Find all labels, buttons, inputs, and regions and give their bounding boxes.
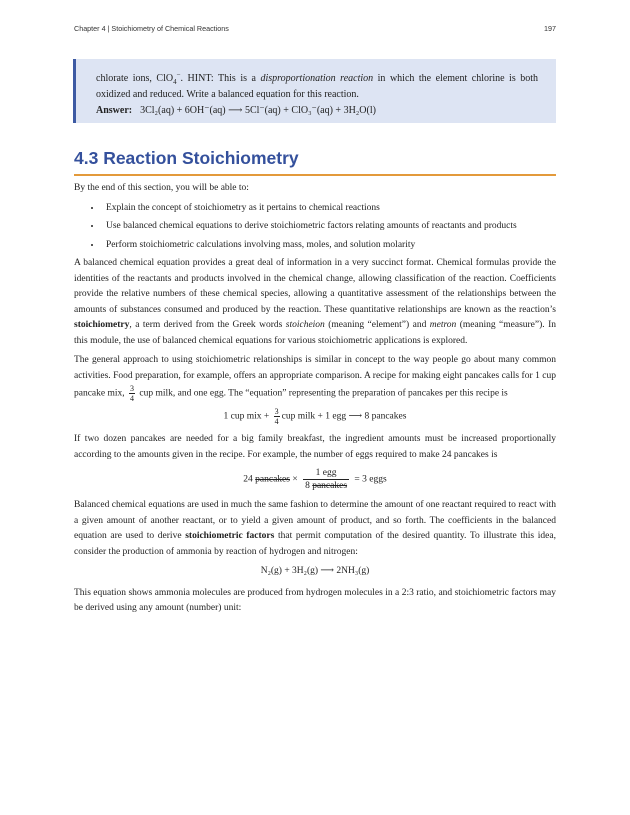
paragraph-4: Balanced chemical equations are used in much the same fashion to determine the amount of one reactant required to react with a given amount of another reactant, or to yield a given amount of product, and so forth. The coefficients in the balanced equation are used to derive stoichiometric factors that permit computation of the desired quantity. To illustrate this idea, consider the production of ammonia by reaction of hydrogen and nitrogen:: [74, 500, 556, 557]
section-body: [74, 181, 556, 621]
list-item: • Use balanced chemical equations to derive stoichiometric factors relating amounts of reactants and products: [102, 219, 556, 235]
paragraph-1: A balanced chemical equation provides a great deal of information in a very succinct format. Chemical formulas provide the identities of the reactants and products involved in the chemical change, allowing classification of the reaction. Coefficients provide the relative numbers of these chemical species, allowing a quantitative assessment of the relationships between the amounts of substances consumed and produced by the reaction. These quantitative relationships are known as the reaction’s stoichiometry, a term derived from the Greek words stoicheion (meaning “element”) and metron (meaning “measure”). In this module, the use of balanced chemical equations for various stoichiometric applications is explored.: [74, 258, 556, 346]
paragraph-3: If two dozen pancakes are needed for a big family breakfast, the ingredient amounts must be increased proportionally according to the amounts given in the recipe. For example, the number of eggs required to make 24 pancakes is: [74, 434, 556, 460]
answer-line: [96, 103, 538, 119]
answer-label: Answer:: [96, 105, 133, 116]
chapter-title: Chapter 4 | Stoichiometry of Chemical Reactions: [74, 24, 229, 33]
paragraph-5: This equation shows ammonia molecules are produced from hydrogen molecules in a 2:3 ratio, and stoichiometric factors may be derived using any amount (number) unit:: [74, 587, 556, 613]
callout-text: chlorate ions, ClO$_4$−. HINT: This is a disproportionation reaction in which the element chlorine is both oxidized and reduced. Write a balanced equation for this reaction.: [96, 70, 539, 100]
egg-equation: 24 pancakes × $\frac{\text{1 egg}}{\text{8 pancakes}}$ = 3 eggs: [243, 468, 387, 491]
ammonia-equation: N₂(g) + 3H₂(g) ⟶ 2NH₃(g): [260, 566, 370, 576]
list-item: • Explain the concept of stoichiometry as it pertains to chemical reactions: [102, 201, 556, 217]
objectives-list: [74, 201, 556, 254]
page-header: [74, 24, 556, 38]
list-item: • Perform stoichiometric calculations involving mass, moles, and solution molarity: [102, 238, 556, 254]
answer-equation: 3Cl₂(aq) + 6OH⁻(aq) ⟶ 5Cl⁻(aq) + ClO₃⁻(aq) + 3H₂O(l): [140, 105, 376, 116]
exercise-callout: [73, 59, 556, 123]
page-number: 197: [544, 24, 556, 33]
fraction: $\frac{\text{1 egg}}{\text{8 pancakes}}$: [305, 468, 348, 491]
section-title: 4.3 Reaction Stoichiometry: [74, 148, 556, 176]
fraction: $\frac{3}{4}$: [130, 384, 135, 403]
objectives-intro: By the end of this section, you will be able to:: [74, 183, 249, 193]
paragraph-2: The general approach to using stoichiometric relationships is similar in concept to the way people go about many common activities. Food preparation, for example, offers an appropriate comparison. A recipe for making eight pancakes calls for 1 cup pancake mix, $\frac{3}{4}$ cup milk, and one egg. The “equation” representing the preparation of pancakes per this recipe is: [74, 355, 556, 403]
fraction: $\frac{3}{4}$: [274, 407, 279, 426]
pancake-equation: 1 cup mix + $\frac{3}{4}$ cup milk + 1 egg ⟶ 8 pancakes: [223, 407, 407, 426]
